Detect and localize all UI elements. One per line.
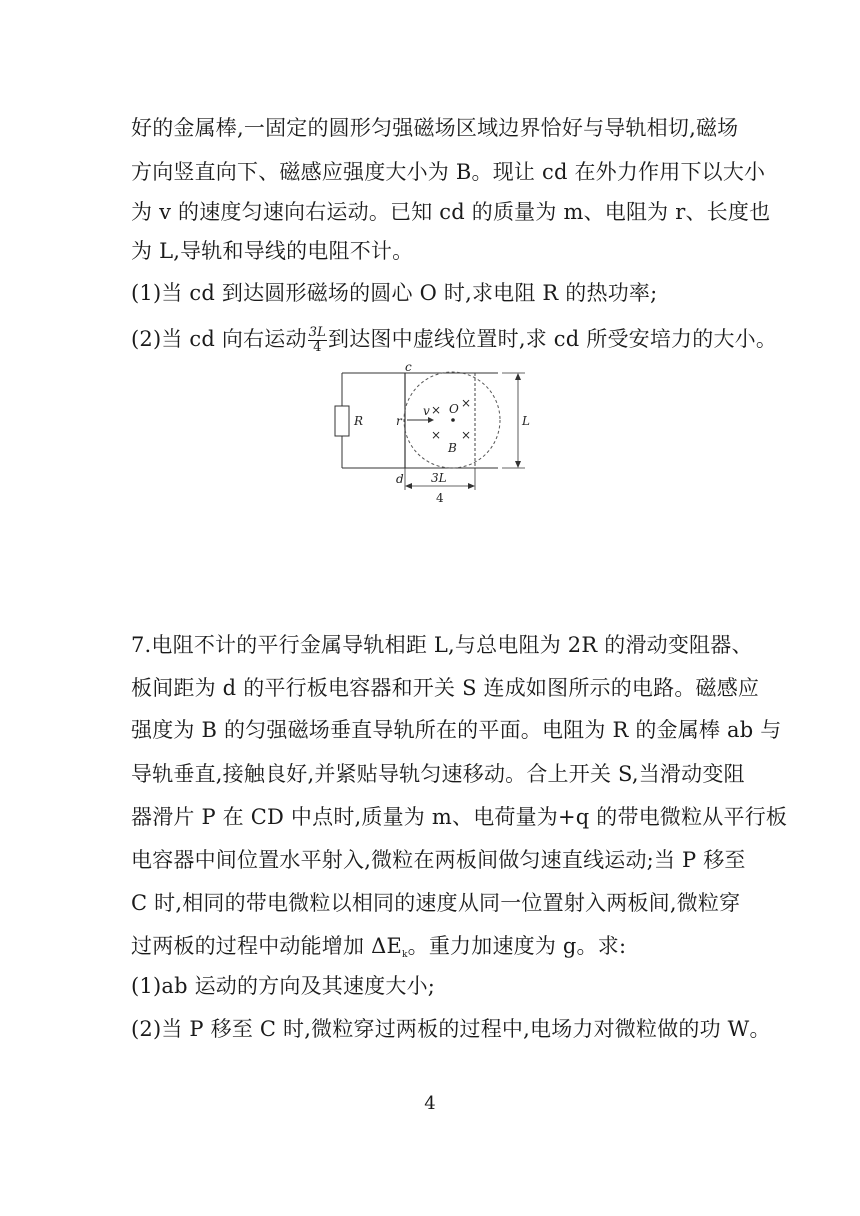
problem7-line-1: 7.电阻不计的平行金属导轨相距 L,与总电阻为 2R 的滑动变阻器、 <box>131 633 753 657</box>
field-cross: × <box>431 403 442 417</box>
subscript-k: k <box>401 950 408 960</box>
fraction-3L-over-4 <box>308 326 327 355</box>
circuit-figure <box>320 362 540 512</box>
label-r: r <box>396 414 402 428</box>
fraction-numerator: 3L <box>308 325 327 340</box>
problem7-line-8 <box>131 933 626 968</box>
field-cross: × <box>461 428 472 442</box>
problem6-line-1: 好的金属棒,一固定的圆形匀强磁场区域边界恰好与导轨相切,磁场 <box>131 116 739 140</box>
problem7-line-2: 板间距为 d 的平行板电容器和开关 S 连成如图所示的电路。磁感应 <box>131 676 760 700</box>
problem7-line-5: 器滑片 P 在 CD 中点时,质量为 m、电荷量为+q 的带电微粒从平行板 <box>131 805 788 829</box>
line8-suffix: 。重力加速度为 g。求: <box>407 934 627 958</box>
label-B: B <box>448 441 457 455</box>
problem6-line-3: 为 v 的速度匀速向右运动。已知 cd 的质量为 m、电阻为 r、长度也 <box>131 200 771 224</box>
label-L: L <box>522 414 530 428</box>
problem6-question-1: (1)当 cd 到达圆形磁场的圆心 O 时,求电阻 R 的热功率; <box>131 281 658 305</box>
problem7-line-6: 电容器中间位置水平射入,微粒在两板间做匀速直线运动;当 P 移至 <box>131 848 746 872</box>
field-cross: × <box>461 396 472 410</box>
page-number: 4 <box>424 1093 436 1114</box>
resistor-R <box>335 406 349 436</box>
problem7-line-7: C 时,相同的带电微粒以相同的速度从同一位置射入两板间,微粒穿 <box>131 891 741 915</box>
label-v: v <box>423 404 430 418</box>
problem6-question-2 <box>131 326 777 355</box>
problem6-line-2: 方向竖直向下、磁感应强度大小为 B。现让 cd 在外力作用下以大小 <box>131 160 766 184</box>
label-R: R <box>354 414 364 428</box>
dim-label-denominator: 4 <box>436 491 444 505</box>
problem7-line-3: 强度为 B 的匀强磁场垂直导轨所在的平面。电阻为 R 的金属棒 ab 与 <box>131 718 782 742</box>
problem7-question-2: (2)当 P 移至 C 时,微粒穿过两板的过程中,电场力对微粒做的功 W。 <box>131 1017 771 1041</box>
field-cross: × <box>431 428 442 442</box>
label-d: d <box>396 472 404 486</box>
fraction-denominator: 4 <box>313 340 322 355</box>
dim-label-numerator: 3L <box>431 471 447 485</box>
q2-prefix: (2)当 cd 向右运动 <box>131 327 307 351</box>
label-c: c <box>405 362 412 374</box>
problem7-line-4: 导轨垂直,接触良好,并紧贴导轨匀速移动。合上开关 S,当滑动变阻 <box>131 762 745 786</box>
line8-prefix: 过两板的过程中动能增加 ΔE <box>131 934 402 958</box>
label-O: O <box>449 402 459 416</box>
problem7-question-1: (1)ab 运动的方向及其速度大小; <box>131 974 436 998</box>
q2-suffix: 到达图中虚线位置时,求 cd 所受安培力的大小。 <box>328 327 778 351</box>
problem6-line-4: 为 L,导轨和导线的电阻不计。 <box>131 239 414 263</box>
